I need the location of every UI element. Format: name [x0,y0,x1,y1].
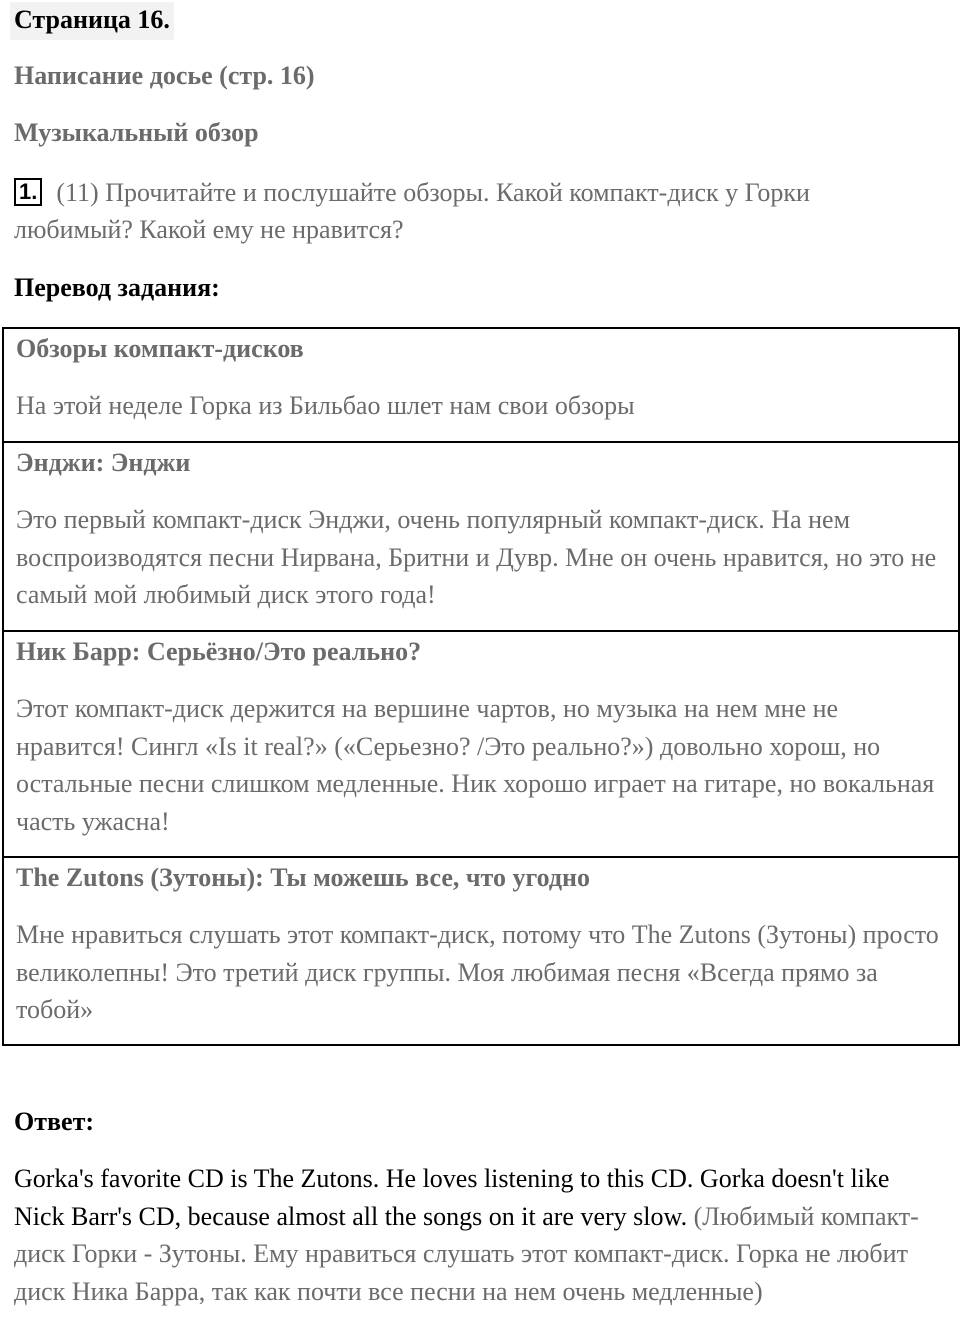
section-title: Написание досье (стр. 16) [14,61,315,90]
row-body: Это первый компакт-диск Энджи, очень популярный компакт-диск. На нем воспроизводятся песни Нирвана, Бритни и Дувр. Мне он очень нравится, но это не самый мой любимый диск этого года! [16,505,937,609]
row-body: Мне нравиться слушать этот компакт-диск, потому что The Zutons (Зутоны) просто великолепны! Это третий диск группы. Моя любимая песня «Всегда прямо за тобой» [16,920,939,1024]
row-title: Ник Барр: Серьёзно/Это реально? [16,637,422,666]
row-title: The Zutons (Зутоны): Ты можешь все, что угодно [16,863,590,892]
row-body: На этой неделе Горка из Бильбао шлет нам свои обзоры [16,391,635,420]
reviews-table [2,327,960,1046]
row-title: Обзоры компакт-дисков [16,334,304,363]
table-row [4,329,958,443]
translation-label: Перевод задания: [14,273,220,302]
row-body: Этот компакт-диск держится на вершине чартов, но музыка на нем мне не нравится! Сингл «Is it real?» («Серьезно? /Это реально?») довольно хорош, но остальные песни слишком медленные. Ник хорошо играет на гитаре, но вокальная часть ужасна! [16,694,935,836]
table-row [4,858,958,1044]
task-text-line2: любимый? Какой ему не нравится? [14,215,404,244]
answer-russian: (Любимый компакт-диск Горки - Зутоны. Ему нравиться слушать этот компакт-диск. Горка не любит диск Ника Барра, так как почти все песни на нем очень медленные) [14,1201,919,1306]
page-heading: Страница 16. [10,2,174,40]
table-row [4,632,958,858]
answer-label: Ответ: [14,1107,95,1136]
task-text-line1: (11) Прочитайте и послушайте обзоры. Какой компакт-диск у Горки [56,178,810,207]
row-title: Энджи: Энджи [16,448,191,477]
task-statement [14,174,944,248]
subsection-title: Музыкальный обзор [14,118,259,147]
task-number: 1. [14,178,42,206]
answer-text [14,1160,944,1310]
answer-english: Gorka's favorite CD is The Zutons. He loves listening to this CD. Gorka doesn't like Nick Barr's CD, because almost all the songs on it are very slow. [14,1164,890,1231]
table-row [4,443,958,632]
